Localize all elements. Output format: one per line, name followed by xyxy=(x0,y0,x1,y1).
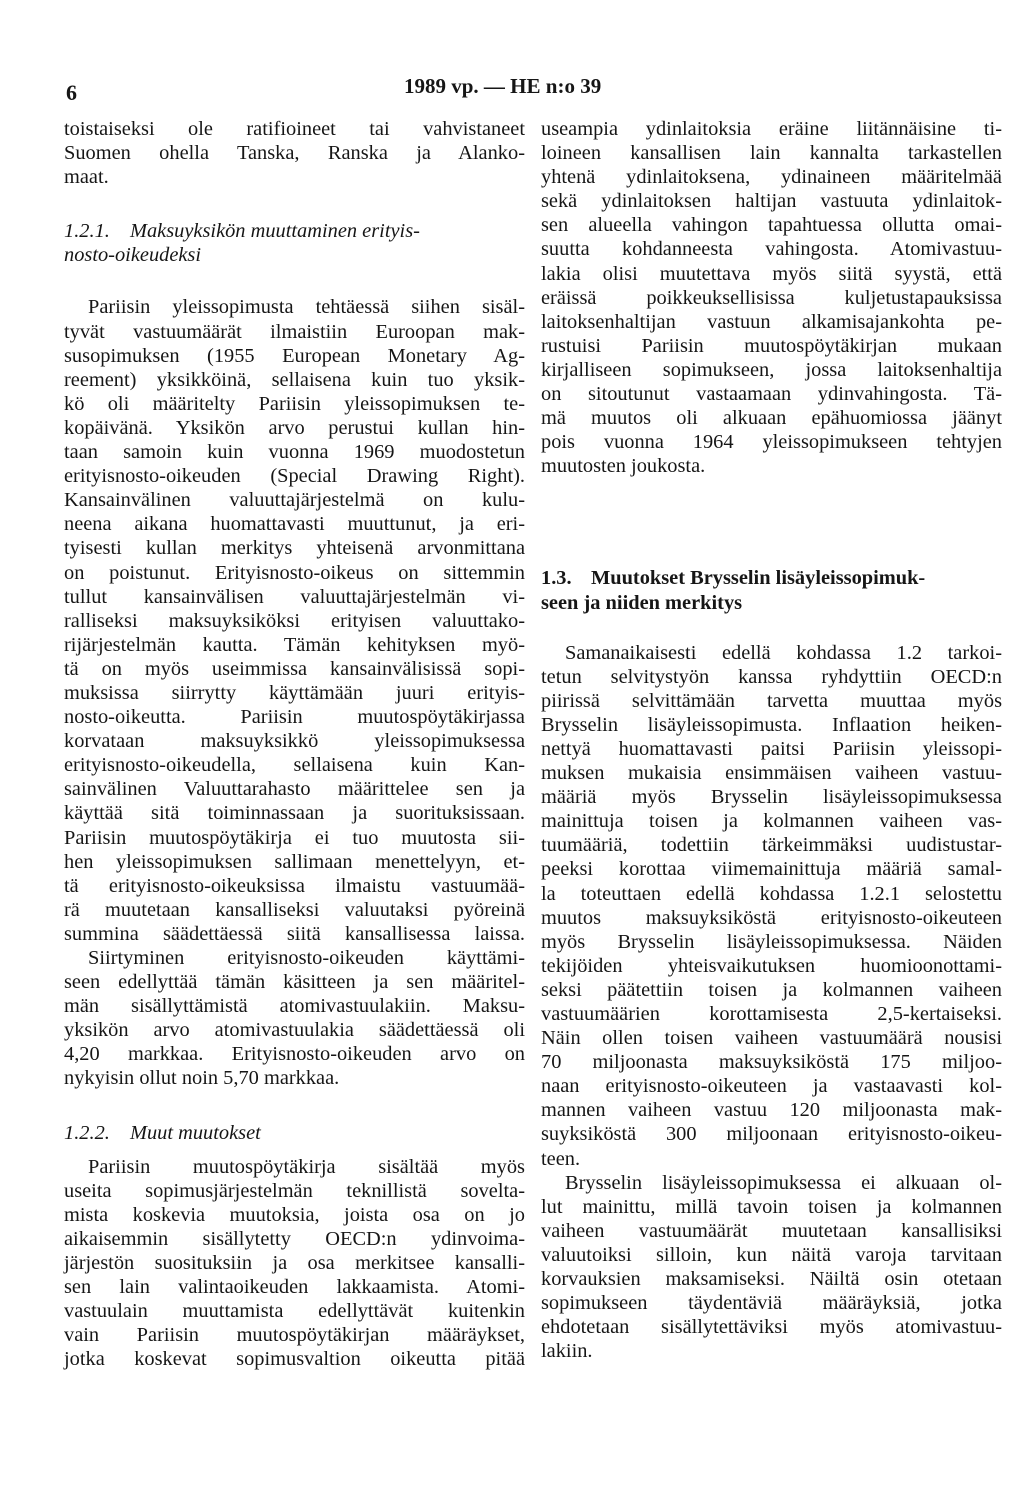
text-line: aikaisemmin sisällytetty OECD:n ydinvoima- xyxy=(64,1227,525,1250)
text-line: 4,20 markkaa. Erityisnosto-oikeuden arvo on xyxy=(64,1043,525,1066)
text-line: tuumääriä, todettiin tärkeimmäksi uudistustar- xyxy=(541,834,1002,857)
text-line: Pariisin muutospöytäkirja ei tuo muutosta sii- xyxy=(64,826,525,849)
text-line: seen edellyttää tämän käsitteen ja sen määritel- xyxy=(64,971,525,994)
text-line: mista koskevia muutoksia, joista osa on jo xyxy=(64,1203,525,1226)
text-line: on sitoutunut vastaamaan ydinvahingosta. Tä- xyxy=(541,383,1002,406)
section-122-paragraph-1 xyxy=(64,1155,525,1372)
text-line: män sisällyttämistä atomivastuulakiin. Maksu- xyxy=(64,995,525,1018)
text-line: eräissä poikkeuksellisissa kuljetustapauksissa xyxy=(541,286,1002,309)
text-line: korvauksien maksamiseksi. Näiltä osin otetaan xyxy=(541,1268,1002,1291)
text-line: nosto-oikeutta. Pariisin muutospöytäkirjassa xyxy=(64,706,525,729)
text-line: Brysselin lisäyleissopimuksessa ei alkuaan ol- xyxy=(565,1171,1002,1194)
text-line: Brysselin lisäyleissopimusta. Inflaation heiken- xyxy=(541,713,1002,736)
page-number: 6 xyxy=(66,80,77,105)
text-line: vaiheen vastuumäärät muutetaan kansallisiksi xyxy=(541,1219,1002,1242)
text-line: sen lain valintaoikeuden lakkaamista. Atomi- xyxy=(64,1276,525,1299)
text-line: peeksi korottaa viimemainittuja määriä samal- xyxy=(541,858,1002,881)
text-line: useita sopimusjärjestelmän teknillistä soveltа- xyxy=(64,1179,525,1202)
intro-paragraph xyxy=(541,117,1002,478)
text-line: ralliseksi maksuyksiköksi erityisen valuuttako- xyxy=(64,609,525,632)
text-line: nettyä huomattavasti paitsi Pariisin yleissopi- xyxy=(541,737,1002,760)
text-line: rä muutetaan kansalliseksi valuutaksi pyöreinä xyxy=(64,898,525,921)
text-line: laitoksenhaltijan vastuun alkamisajankohta pe- xyxy=(541,310,1002,333)
text-line: sekä ydinlaitoksen haltijan vastuuta ydinlaitok- xyxy=(541,190,1002,213)
text-line: loineen kansallisen lain kannalta tarkastellen xyxy=(541,142,1002,165)
text-line: erityisnosto-oikeudella, sellaisena kuin Kan- xyxy=(64,754,525,777)
text-line: Siirtyminen erityisnosto-oikeuden käyttämi- xyxy=(88,947,525,969)
section-122-title: Muut muutokset xyxy=(130,1121,261,1144)
section-121-paragraph-2 xyxy=(64,946,525,1091)
section-13-paragraph-2 xyxy=(541,1171,1002,1364)
text-line: naan erityisnosto-oikeuteen ja vastaavasti kol- xyxy=(541,1075,1002,1098)
section-122-heading xyxy=(64,1121,525,1145)
text-line: kö oli määritelty Pariisin yleissopimuksen te- xyxy=(64,392,525,415)
section-121-paragraph-1 xyxy=(64,295,525,946)
text-line: lakia olisi muutettava myös siitä syystä, että xyxy=(541,262,1002,285)
text-line: korvataan maksuyksikkö yleissopimuksessa xyxy=(64,730,525,753)
section-122-number: 1.2.2. xyxy=(64,1121,110,1144)
text-line: lakiin. xyxy=(541,1340,593,1363)
text-line: Näin ollen toisen vaiheen vastuumäärä nousisi xyxy=(541,1027,1002,1050)
text-line: susopimuksen (1955 European Monetary Ag- xyxy=(64,344,525,367)
text-line: toistaiseksi ole ratifioineet tai vahvistaneet xyxy=(64,118,525,140)
text-line: useampia ydinlaitoksia eräine liitännäisine ti- xyxy=(541,118,1002,140)
text-line: 70 miljoonasta maksuyksiköstä 175 miljoo- xyxy=(541,1051,1002,1074)
section-121-title-line-1: Maksuyksikön muuttaminen erityis- xyxy=(130,220,420,243)
left-column xyxy=(64,117,525,1372)
text-line: järjestön suosituksiin ja osa merkitsee kansalli- xyxy=(64,1252,525,1275)
text-line: Pariisin muutospöytäkirja sisältää myös xyxy=(88,1155,525,1178)
section-13-title-line-2: seen ja niiden merkitys xyxy=(541,591,743,614)
text-line: sopimukseen täydentäviä määräyksiä, jotka xyxy=(541,1292,1002,1315)
text-line: reement) yksikköinä, sellaisena kuin tuo yksik- xyxy=(64,368,525,391)
text-line: tekijöiden yhteisvaikutuksen huomioonottami- xyxy=(541,954,1002,977)
text-line: jotka koskevat sopimusvaltion oikeutta pitää xyxy=(64,1348,525,1371)
text-line: tullut kansainvälisen valuuttajärjestelmän vi- xyxy=(64,585,525,608)
text-line: tyisesti kullan merkitys yhteisenä arvonmittana xyxy=(64,537,525,560)
text-line: mainittuja toisen ja kolmannen vaiheen vas- xyxy=(541,810,1002,833)
text-line: neena aikana huomattavasti muuttunut, ja eri- xyxy=(64,513,525,536)
text-line: mannen vaiheen vastuu 120 miljoonasta mak- xyxy=(541,1099,1002,1122)
text-line: muutos maksuyksiköstä erityisnosto-oikeuteen xyxy=(541,906,1002,929)
text-line: tyvät vastuumäärät ilmaistiin Euroopan mak- xyxy=(64,320,525,343)
text-line: suyksiköstä 300 miljoonaan erityisnosto-oikeu- xyxy=(541,1123,1002,1146)
text-line: käyttää sitä toiminnassaan ja suorituksissaan. xyxy=(64,802,525,825)
text-line: Suomen ohella Tanska, Ranska ja Alanko- xyxy=(64,142,525,165)
text-line: määriä myös Brysselin lisäyleissopimuksessa xyxy=(541,786,1002,809)
text-line: kopäivänä. Yksikön arvo perustui kullan hin- xyxy=(64,416,525,439)
text-line: ehdotetaan sisällytettäviksi myös atomivastuu- xyxy=(541,1316,1002,1339)
text-line: suutta kohdanneesta vahingosta. Atomivastuu- xyxy=(541,238,1002,261)
section-13-number: 1.3. xyxy=(541,567,572,590)
section-121-number: 1.2.1. xyxy=(64,220,110,243)
text-line: Pariisin yleissopimusta tehtäessä siihen sisäl- xyxy=(88,296,525,319)
text-line: Samanaikaisesti edellä kohdassa 1.2 tarkoi- xyxy=(565,641,1002,664)
intro-paragraph xyxy=(64,117,525,189)
text-line: tä on myös useimmissa kansainvälisissä sopi- xyxy=(64,657,525,680)
section-121-title-line-2: nosto-oikeudeksi xyxy=(64,244,202,267)
text-line: myös Brysselin lisäyleissopimuksessa. Näiden xyxy=(541,930,1002,953)
text-line: summina säädettäessä siitä kansallisessa laissa. xyxy=(64,922,525,945)
text-line: rustuisi Pariisin muutospöytäkirjan mukaan xyxy=(541,334,1002,357)
text-line: tä erityisnosto-oikeuksissa ilmaistu vastuumää- xyxy=(64,874,525,897)
text-line: sainvälinen Valuuttarahasto määrittelee sen ja xyxy=(64,778,525,801)
text-line: la toteuttaen edellä kohdassa 1.2.1 selostettu xyxy=(541,882,1002,905)
text-line: nykyisin ollut noin 5,70 markkaa. xyxy=(64,1067,340,1090)
text-line: mä muutos oli alkuaan epähuomiossa jäänyt xyxy=(541,407,1002,430)
text-line: vain Pariisin muutospöytäkirjan määräykset, xyxy=(64,1324,525,1347)
text-line: lut mainittu, millä tavoin toisen ja kolmannen xyxy=(541,1195,1002,1218)
text-line: yksikön arvo atomivastuulakia säädettäessä oli xyxy=(64,1019,525,1042)
text-line: valuutoiksi silloin, kun näitä varoja tarvitaan xyxy=(541,1243,1002,1266)
running-header: 1989 vp. — HE n:o 39 xyxy=(404,74,602,98)
text-line: erityisnosto-oikeuden (Special Drawing Right). xyxy=(64,465,525,488)
text-line: taan samoin kuin vuonna 1969 muodostetun xyxy=(64,441,525,464)
right-column xyxy=(541,117,1002,1363)
text-line: muksen mukaisia ensimmäisen vaiheen vastuu- xyxy=(541,762,1002,785)
section-13-title-line-1: Muutokset Brysselin lisäyleissopimuk- xyxy=(591,567,926,590)
text-line: vastuumäärien korottamisesta 2,5-kertaiseksi. xyxy=(541,1003,1002,1025)
text-line: Kansainvälinen valuuttajärjestelmä on kulu- xyxy=(64,489,525,512)
text-line: tetun selvitystyön kanssa ryhdyttiin OECD:n xyxy=(541,665,1002,688)
text-line: kirjalliseen sopimukseen, jossa laitoksenhaltija xyxy=(541,358,1002,381)
text-line: on poistunut. Erityisnosto-oikeus on sittemmin xyxy=(64,561,525,584)
text-line: yhtenä ydinlaitoksena, ydinaineen määritelmää xyxy=(541,166,1002,189)
text-line: maat. xyxy=(64,166,109,189)
text-line: rijärjestelmän kautta. Tämän kehityksen myö- xyxy=(64,633,525,656)
text-line: muksissa siirrytty käyttämään juuri erityis- xyxy=(64,681,525,704)
text-line: vastuulain muuttamista edellyttävät kuitenkin xyxy=(64,1300,525,1323)
text-line: muutosten joukosta. xyxy=(541,455,706,478)
text-line: seksi päätettiin toisen ja kolmannen vaiheen xyxy=(541,978,1002,1001)
text-line: pois vuonna 1964 yleissopimukseen tehtyjen xyxy=(541,431,1002,454)
text-line: piirissä selvittämään tarvetta muuttaa myös xyxy=(541,689,1002,712)
section-13-paragraph-1 xyxy=(541,641,1002,1171)
text-line: hen yleissopimuksen sallimaan menettelyyn, et- xyxy=(64,850,525,873)
text-line: sen alueella vahingon tapahtuessa ollutta omai- xyxy=(541,214,1002,237)
section-13-heading xyxy=(541,566,1002,614)
section-121-heading xyxy=(64,219,525,267)
text-line: teen. xyxy=(541,1147,581,1170)
